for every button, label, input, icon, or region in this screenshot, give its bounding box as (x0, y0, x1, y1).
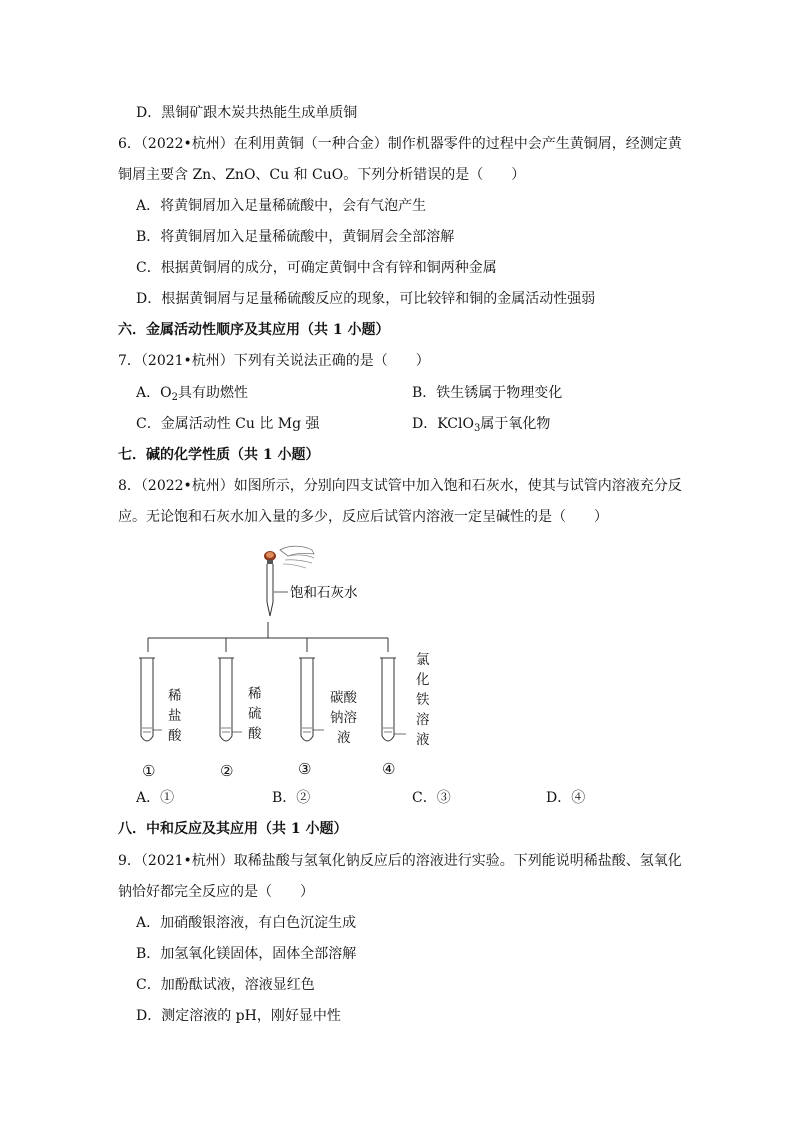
q7-option-a-subscript: 2 (171, 392, 178, 403)
q9-stem-line2: 钠恰好都完全反应的是（ ） (118, 884, 314, 900)
q6-stem-line1: 6．（2022•杭州）在利用黄铜（一种合金）制作机器零件的过程中会产生黄铜屑，经测定黄 (118, 136, 682, 152)
test-tube-1 (139, 658, 162, 741)
q7-option-a-prefix: A．O (136, 385, 172, 401)
q8-option-b: B．② (272, 790, 311, 806)
q9-option-a: A．加硝酸银溶液，有白色沉淀生成 (136, 915, 357, 931)
tube1-label-char: 酸 (168, 728, 182, 744)
section-heading-7: 七．碱的化学性质（共 1 小题） (118, 447, 320, 463)
tube2-number: ② (220, 762, 234, 780)
test-tube-4 (380, 658, 406, 741)
tube4-label-char: 液 (416, 732, 430, 748)
tube2-label-char: 稀 (248, 686, 262, 702)
q7-stem: 7．（2021•杭州）下列有关说法正确的是（ ） (118, 353, 430, 369)
tube1-label-char: 稀 (168, 688, 182, 704)
q7-option-b: B．铁生锈属于物理变化 (412, 385, 563, 401)
q7-option-d-subscript: 3 (473, 423, 481, 434)
q8-test-tube-figure (120, 540, 460, 790)
tube1-label-char: 盐 (168, 708, 182, 724)
tube4-label-char: 铁 (416, 692, 430, 708)
tube4-number: ④ (382, 760, 396, 778)
q9-option-b: B．加氢氧化镁固体，固体全部溶解 (136, 946, 357, 962)
dropper-label: 饱和石灰水 (290, 585, 358, 601)
q9-option-c: C．加酚酞试液，溶液显红色 (136, 977, 315, 993)
q7-option-a (136, 383, 248, 403)
distribution-lines (148, 622, 388, 652)
q7-option-c: C．金属活动性 Cu 比 Mg 强 (136, 416, 320, 432)
tube4-label-char: 化 (416, 672, 430, 688)
q6-stem-line2: 铜屑主要含 Zn、ZnO、Cu 和 CuO。下列分析错误的是（ ） (118, 167, 526, 183)
q8-option-c: C．③ (412, 790, 451, 806)
hand-icon (280, 546, 314, 568)
q6-option-d: D．根据黄铜屑与足量稀硫酸反应的现象，可比较锌和铜的金属活动性强弱 (136, 291, 596, 307)
tube4-label-char: 氯 (416, 652, 430, 668)
section-heading-6: 六．金属活动性顺序及其应用（共 1 小题） (118, 322, 390, 338)
q8-stem-line2: 应。无论饱和石灰水加入量的多少，反应后试管内溶液一定呈碱性的是（ ） (118, 509, 608, 525)
q7-option-a-suffix: 具有助燃性 (177, 385, 248, 401)
q6-option-a: A．将黄铜屑加入足量稀硫酸中，会有气泡产生 (136, 198, 427, 214)
q7-option-d (412, 414, 550, 434)
test-tube-2 (218, 658, 242, 741)
q8-option-a: A．① (136, 790, 175, 806)
section-heading-8: 八．中和反应及其应用（共 1 小题） (118, 821, 348, 837)
q5-option-d: D．黑铜矿跟木炭共热能生成单质铜 (136, 105, 358, 121)
q7-option-d-suffix: 属于氧化物 (480, 416, 551, 432)
dropper-icon (264, 551, 288, 616)
tube2-label-char: 酸 (248, 726, 262, 742)
q7-option-d-prefix: D．KClO (412, 416, 474, 432)
q8-stem-line1: 8．（2022•杭州）如图所示，分别向四支试管中加入饱和石灰水，使其与试管内溶液充分反 (118, 478, 682, 494)
q9-stem-line1: 9．（2021•杭州）取稀盐酸与氢氧化钠反应后的溶液进行实验。下列能说明稀盐酸、氢氧化 (118, 853, 682, 869)
tube1-number: ① (142, 762, 156, 780)
tube3-label-char: 碳酸 (330, 690, 357, 706)
q8-option-d: D．④ (546, 790, 586, 806)
tube2-label-char: 硫 (248, 706, 262, 722)
tube3-label-char: 液 (337, 730, 351, 746)
q6-option-b: B．将黄铜屑加入足量稀硫酸中，黄铜屑会全部溶解 (136, 229, 455, 245)
tube3-label-char: 钠溶 (330, 710, 357, 726)
test-tube-3 (299, 658, 324, 741)
tube4-label-char: 溶 (416, 712, 430, 728)
tube3-number: ③ (298, 760, 312, 778)
q6-option-c: C．根据黄铜屑的成分，可确定黄铜中含有锌和铜两种金属 (136, 260, 497, 276)
q9-option-d: D．测定溶液的 pH，刚好显中性 (136, 1008, 341, 1024)
